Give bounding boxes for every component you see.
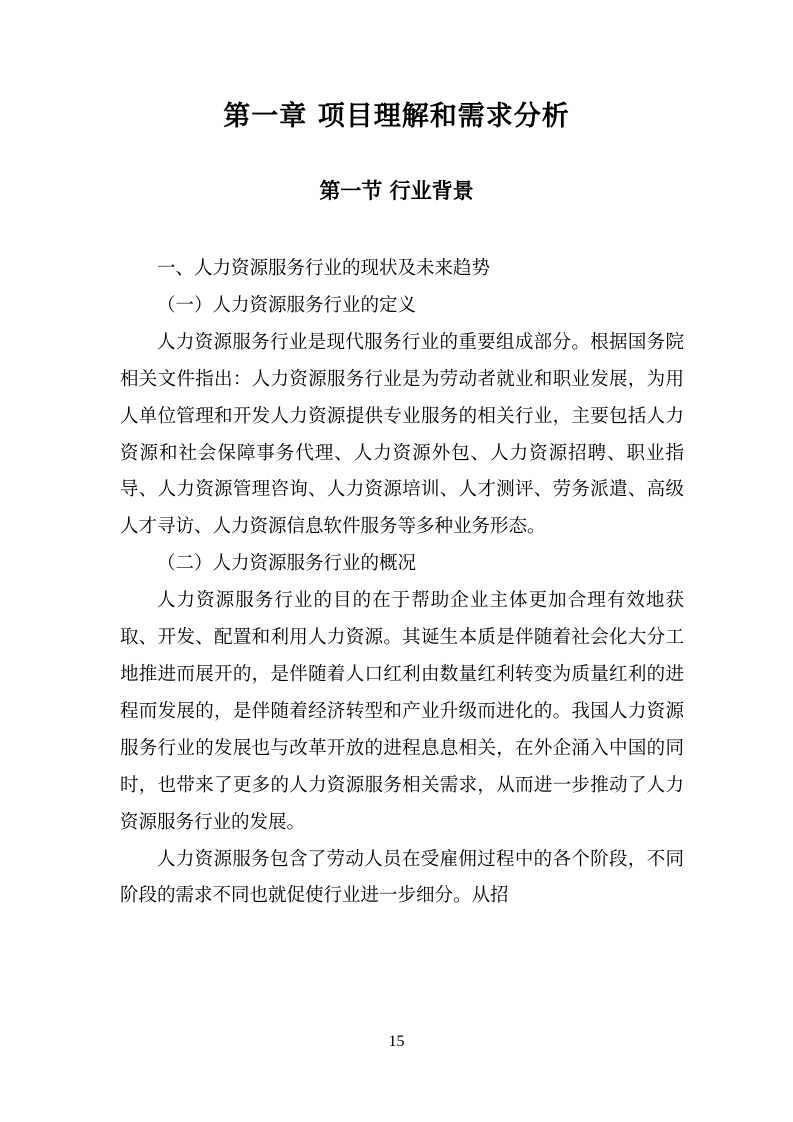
heading-level-1: 一、人力资源服务行业的现状及未来趋势 xyxy=(157,258,491,279)
heading-level-2-overview: （二）人力资源服务行业的概况 xyxy=(157,553,417,575)
section-title: 第一节 行业背景 xyxy=(319,179,474,203)
body-text xyxy=(120,251,684,915)
page-number: 15 xyxy=(388,1033,405,1050)
chapter-title: 第一章 项目理解和需求分析 xyxy=(223,101,570,132)
paragraph-overview: 人力资源服务行业的目的在于帮助企业主体更加合理有效地获取、开发、配置和利用人力资源。其诞生本质是伴随着社会化大分工地推进而展开的，是伴随着人口红利由数量红利转变为质量红利的进程而发展的，是伴随着经济转型和产业升级而进化的。我国人力资源服务行业的发展也与改革开放的进程息息相关，在外企涌入中国的同时，也带来了更多的人力资源服务相关需求，从而进一步推动了人力资源服务行业的发展。 xyxy=(120,590,684,833)
heading-level-2-definition: （一）人力资源服务行业的定义 xyxy=(157,294,417,316)
paragraph-segmentation: 人力资源服务包含了劳动人员在受雇佣过程中的各个阶段，不同阶段的需求不同也就促使行业进一步细分。从招 xyxy=(120,848,684,907)
paragraph-definition: 人力资源服务行业是现代服务行业的重要组成部分。根据国务院相关文件指出：人力资源服务行业是为劳动者就业和职业发展，为用人单位管理和开发人力资源提供专业服务的相关行业，主要包括人力资源和社会保障事务代理、人力资源外包、人力资源招聘、职业指导、人力资源管理咨询、人力资源培训、人才测评、劳务派遣、高级人才寻访、人力资源信息软件服务等多种业务形态。 xyxy=(120,331,684,538)
